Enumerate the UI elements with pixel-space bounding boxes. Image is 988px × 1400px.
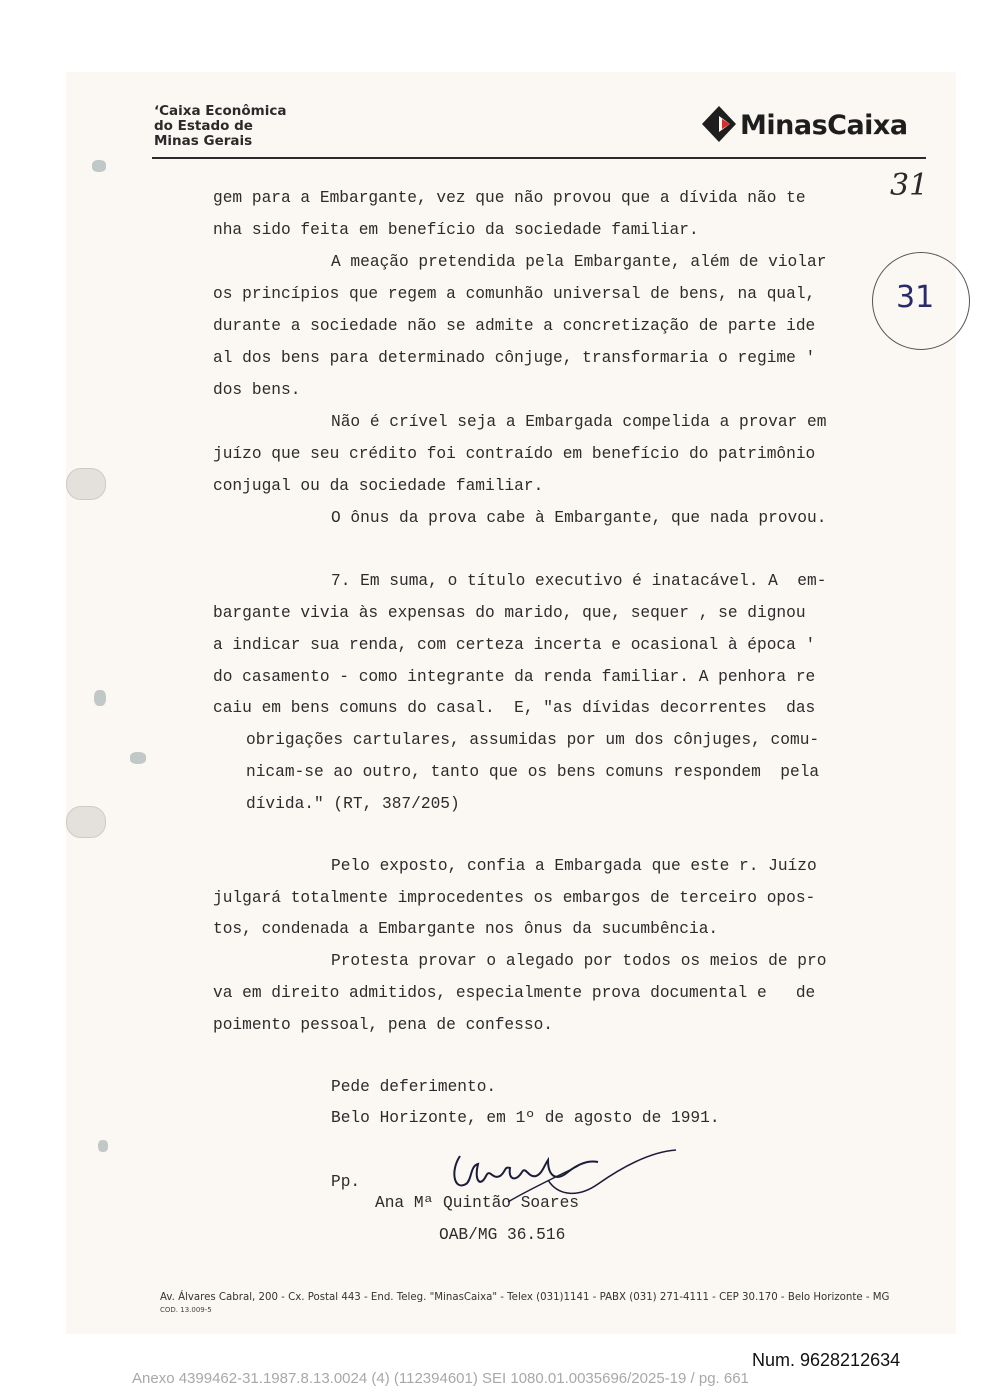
signatory-oab: OAB/MG 36.516 — [439, 1226, 566, 1244]
body-line: A meação pretendida pela Embargante, além de violar — [331, 253, 827, 271]
body-line: juízo que seu crédito foi contraído em benefício do patrimônio — [213, 445, 816, 463]
institution-line: Minas Gerais — [154, 133, 253, 149]
institution-line: ʻCaixa Econômica — [154, 103, 287, 119]
body-line: os princípios que regem a comunhão universal de bens, na qual, — [213, 285, 816, 303]
closing-line: Pede deferimento. — [331, 1078, 497, 1096]
logo-mark-icon — [700, 104, 738, 144]
paper-spot — [130, 752, 146, 764]
body-line: poimento pessoal, pena de confesso. — [213, 1016, 553, 1034]
date-line: Belo Horizonte, em 1º de agosto de 1991. — [331, 1109, 720, 1127]
institution-line: do Estado de — [154, 118, 253, 134]
signatory-name: Ana Mª Quintão Soares — [375, 1194, 579, 1212]
footer-code: COD. 13.009-5 — [160, 1306, 212, 1314]
paper-spot — [98, 1140, 108, 1152]
quote-line: dívida." (RT, 387/205) — [246, 795, 460, 813]
annex-reference: Anexo 4399462-31.1987.8.13.0024 (4) (112394601) SEI 1080.01.0035696/2025-19 / pg. 661 — [132, 1370, 749, 1387]
body-line: durante a sociedade não se admite a concretização de parte ide — [213, 317, 816, 335]
body-line: Protesta provar o alegado por todos os meios de pro — [331, 952, 827, 970]
body-line: dos bens. — [213, 381, 301, 399]
body-line: Não é crível seja a Embargada compelida a provar em — [331, 413, 827, 431]
stamp-number: 31 — [896, 280, 935, 315]
punch-hole — [66, 806, 106, 838]
punch-hole — [66, 468, 106, 500]
body-line: bargante vivia às expensas do marido, que, sequer , se dignou — [213, 604, 806, 622]
margin-number: 31 — [890, 168, 929, 203]
footer-address: Av. Álvares Cabral, 200 - Cx. Postal 443 - End. Teleg. "MinasCaixa" - Telex (031)1141 - PABX (031) 271-4111 - CEP 30.170 - Belo Horizonte - MG — [160, 1292, 890, 1303]
paper-spot — [94, 690, 106, 706]
body-line: O ônus da prova cabe à Embargante, que nada provou. — [331, 509, 827, 527]
body-line: va em direito admitidos, especialmente prova documental e de — [213, 984, 816, 1002]
logo-text: MinasCaixa — [740, 110, 908, 141]
body-line: do casamento - como integrante da renda familiar. A penhora re — [213, 668, 816, 686]
body-line: tos, condenada a Embargante nos ônus da sucumbência. — [213, 920, 719, 938]
body-line: a indicar sua renda, com certeza incerta e ocasional à época ' — [213, 636, 816, 654]
pp-line: Pp. — [331, 1173, 361, 1191]
body-line: julgará totalmente improcedentes os embargos de terceiro opos- — [213, 889, 816, 907]
document-number: Num. 9628212634 — [752, 1350, 901, 1370]
paper-spot — [92, 160, 106, 172]
quote-line: obrigações cartulares, assumidas por um dos cônjuges, comu- — [246, 731, 820, 749]
body-line: gem para a Embargante, vez que não provou que a dívida não te — [213, 189, 806, 207]
body-line: Pelo exposto, confia a Embargada que este r. Juízo — [331, 857, 817, 875]
body-line: al dos bens para determinado cônjuge, transformaria o regime ' — [213, 349, 816, 367]
institution-name — [154, 104, 286, 149]
quote-line: nicam-se ao outro, tanto que os bens comuns respondem pela — [246, 763, 820, 781]
minascaixa-logo — [700, 102, 940, 150]
body-line: conjugal ou da sociedade familiar. — [213, 477, 544, 495]
body-line: nha sido feita em benefício da sociedade familiar. — [213, 221, 699, 239]
header-rule — [152, 157, 926, 159]
body-line: 7. Em suma, o título executivo é inatacável. A em- — [331, 572, 827, 590]
handwritten-signature — [448, 1136, 688, 1226]
body-line: caiu em bens comuns do casal. E, "as dívidas decorrentes das — [213, 699, 816, 717]
